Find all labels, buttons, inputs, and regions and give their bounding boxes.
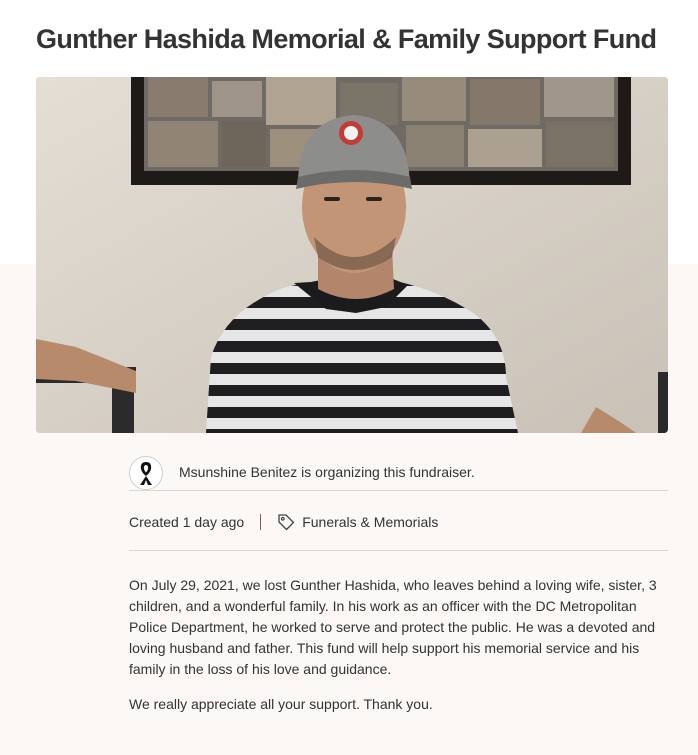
created-date: Created 1 day ago <box>129 514 245 530</box>
page-title: Gunther Hashida Memorial & Family Support Fund <box>36 24 657 54</box>
story-paragraph: We really appreciate all your support. Thank you. <box>129 696 433 712</box>
meta-separator <box>260 514 261 530</box>
meta-row <box>129 510 668 534</box>
cover-photo[interactable] <box>36 77 668 433</box>
organizer-text: Msunshine Benitez is organizing this fundraiser. <box>179 464 475 480</box>
cover-photo-illustration <box>36 77 668 433</box>
divider <box>129 550 668 551</box>
tag-icon <box>277 513 295 531</box>
story-text <box>129 575 668 729</box>
organizer-row <box>129 454 668 491</box>
story-paragraph: On July 29, 2021, we lost Gunther Hashida, who leaves behind a loving wife, sister, 3 children, and a wonderful family. In his work as an officer with the DC Metropolitan Police Department, he worked to serve and protect the public. He was a devoted and loving husband and father. This fund will help support his memorial service and his family in the loss of his love and guidance. <box>129 577 657 677</box>
category-link[interactable]: Funerals & Memorials <box>302 514 439 530</box>
organizer-avatar[interactable] <box>129 456 163 490</box>
black-mourning-ribbon-icon <box>136 460 156 486</box>
